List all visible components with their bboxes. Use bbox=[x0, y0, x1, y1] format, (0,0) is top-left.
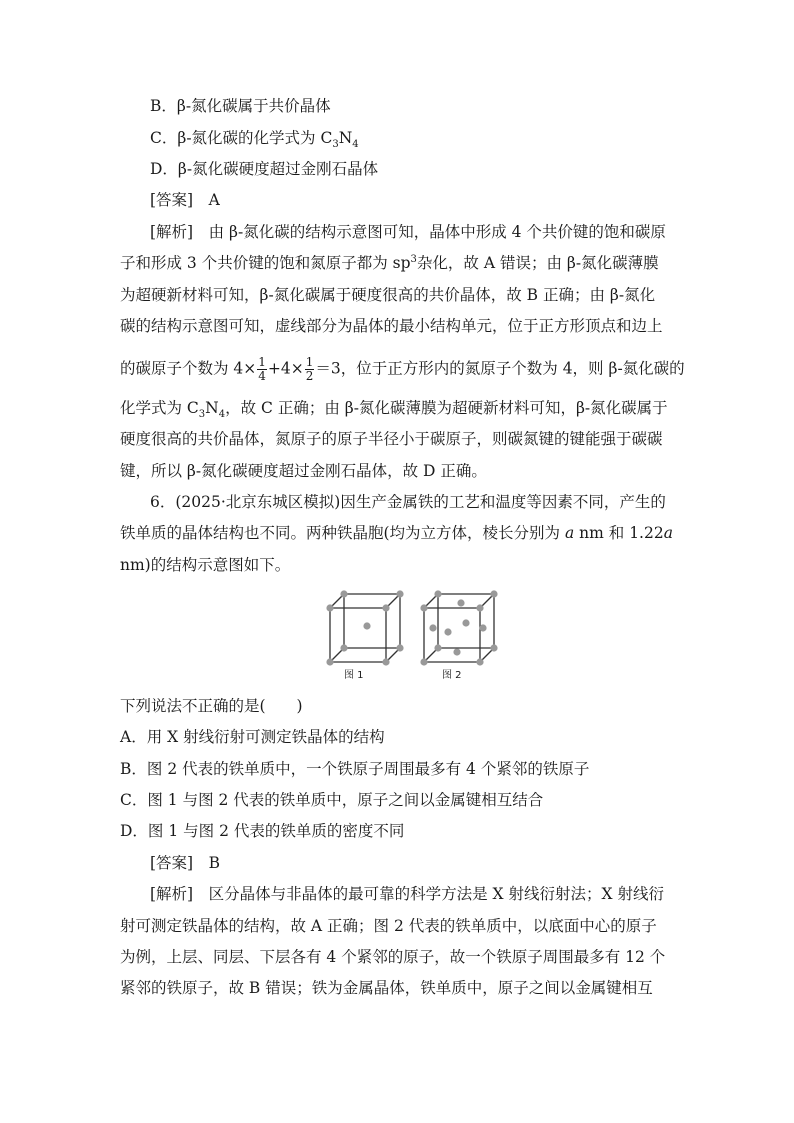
question-6-option-d: D．图 1 与图 2 代表的铁单质的密度不同 bbox=[120, 822, 405, 840]
fraction-1-2: $\frac{1}{2}$ bbox=[305, 355, 314, 383]
answer-1: [答案] A bbox=[150, 191, 220, 209]
explanation-2-line-3: 为例，上层、同层、下层各有 4 个紧邻的原子，故一个铁原子周围最多有 12 个 bbox=[120, 948, 666, 966]
explanation-1-line-4: 碳的结构示意图可知，虚线部分为晶体的最小结构单元，位于正方形顶点和边上 bbox=[120, 317, 663, 335]
explanation-1-line-8: 键，所以 β-氮化碳硬度超过金刚石晶体，故 D 正确。 bbox=[120, 462, 487, 480]
question-6-option-a: A．用 X 射线衍射可测定铁晶体的结构 bbox=[120, 728, 385, 746]
explanation-1-line-6: 化学式为 $C_3N_4$，故 C 正确；由 β-氮化碳薄膜为超硬新材料可知，β-氮化碳属于 bbox=[120, 399, 668, 421]
figure-2-caption: 图 2 bbox=[442, 670, 462, 681]
question-6-line-1: 6．(2025·北京东城区模拟)因生产金属铁的工艺和温度等因素不同，产生的 bbox=[150, 493, 666, 511]
question-6-option-b: B．图 2 代表的铁单质中，一个铁原子周围最多有 4 个紧邻的铁原子 bbox=[120, 760, 590, 778]
question-6-line-2: 铁单质的晶体结构也不同。两种铁晶胞(均为立方体，棱长分别为 a nm 和 1.22a bbox=[120, 524, 673, 542]
option-c: C．β-氮化碳的化学式为 $C_3N_4$ bbox=[150, 129, 359, 151]
explanation-1-line-1: [解析] 由 β-氮化碳的结构示意图可知，晶体中形成 4 个共价键的饱和碳原 bbox=[150, 223, 666, 241]
crystal-cells-svg bbox=[320, 586, 510, 678]
option-b: B．β-氮化碳属于共价晶体 bbox=[150, 97, 331, 115]
explanation-1-line-3: 为超硬新材料可知，β-氮化碳属于硬度很高的共价晶体，故 B 正确；由 β-氮化 bbox=[120, 286, 656, 304]
explanation-1-line-2: 子和形成 3 个共价键的饱和氮原子都为 $sp^3$杂化，故 A 错误；由 β-氮化碳薄膜 bbox=[120, 253, 659, 272]
explanation-1-line-7: 硬度很高的共价晶体，氮原子的原子半径小于碳原子，则碳氮键的键能强于碳碳 bbox=[120, 430, 663, 448]
question-6-stem: 下列说法不正确的是( ) bbox=[120, 697, 303, 715]
explanation-1-line-5: 的碳原子个数为 4× $\frac{1}{4}$ +4× $\frac{1}{2}$ ＝3，位于正方形内的氮原子个数为 4，则 β-氮化碳的 bbox=[120, 355, 685, 383]
explanation-2-line-1: [解析] 区分晶体与非晶体的最可靠的科学方法是 X 射线衍射法；X 射线衍 bbox=[150, 885, 664, 903]
fraction-1-4: $\frac{1}{4}$ bbox=[258, 355, 266, 383]
question-6-option-c: C．图 1 与图 2 代表的铁单质中，原子之间以金属键相互结合 bbox=[120, 791, 544, 809]
question-6-line-3: nm)的结构示意图如下。 bbox=[120, 556, 291, 574]
option-d: D．β-氮化碳硬度超过金刚石晶体 bbox=[150, 160, 379, 178]
crystal-figure bbox=[320, 586, 510, 682]
figure-1-caption: 图 1 bbox=[344, 670, 364, 681]
explanation-2-line-2: 射可测定铁晶体的结构，故 A 正确；图 2 代表的铁单质中，以底面中心的原子 bbox=[120, 917, 657, 935]
explanation-2-line-4: 紧邻的铁原子，故 B 错误；铁为金属晶体，铁单质中，原子之间以金属键相互 bbox=[120, 979, 653, 997]
answer-2: [答案] B bbox=[150, 854, 220, 872]
